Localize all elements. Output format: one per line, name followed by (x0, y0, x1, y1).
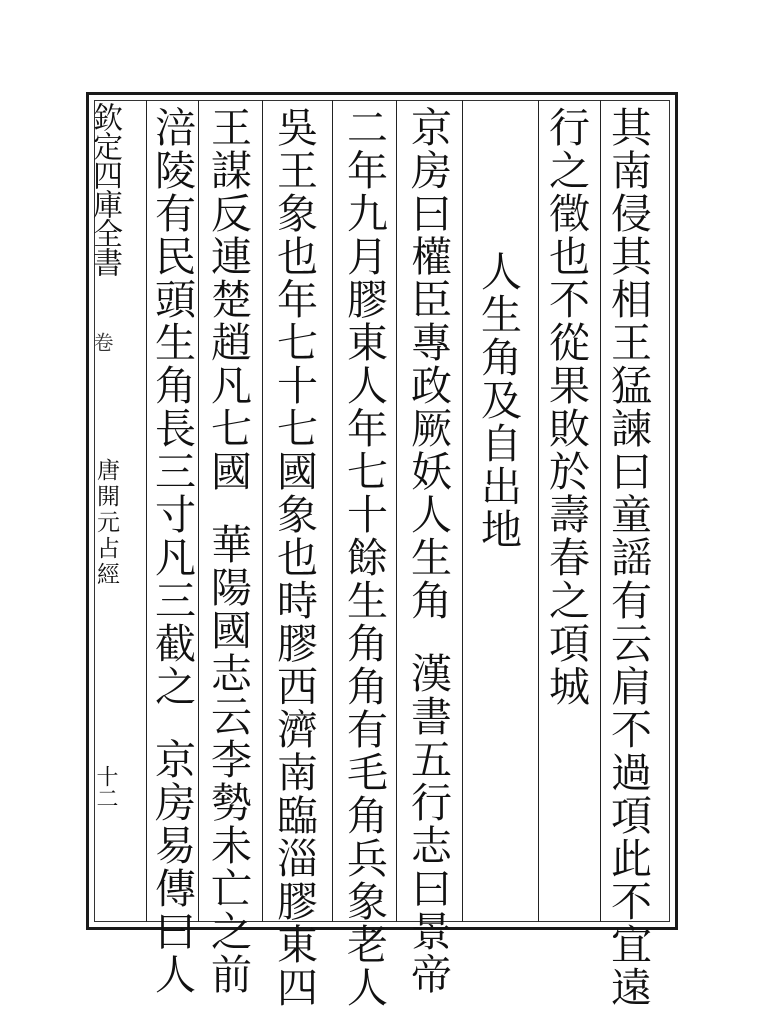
column-text: 其南侵其相王猛諫曰童謡有云肩不過項此不宜遠 (604, 106, 652, 1009)
text-column-1 (606, 106, 650, 1009)
text-column-6 (272, 106, 316, 1009)
column-text: 王謀反連楚趙凡七國 (204, 106, 252, 493)
heading-column (476, 250, 520, 551)
text-column-7 (206, 106, 250, 996)
column-rule (538, 100, 539, 922)
text-column-4 (406, 106, 450, 996)
column-rule (332, 100, 333, 922)
column-text: 吳王象也年七十七國象也時膠西濟南臨淄膠東四 (270, 106, 318, 1009)
column-text-citation: 京房易傳曰人 (148, 738, 196, 996)
column-text: 京房曰權臣專政厥妖人生角 (404, 106, 452, 622)
book-title: 欽定四庫全書 (87, 102, 122, 276)
column-text-citation: 漢書五行志曰景帝 (404, 652, 452, 996)
text-column-5 (342, 106, 386, 1009)
text-column-2 (544, 106, 588, 708)
column-rule (146, 100, 147, 922)
text-column-8 (150, 106, 194, 996)
column-text: 二年九月膠東人年七十餘生角角有毛角兵象老人 (340, 106, 388, 1009)
column-rule (462, 100, 463, 922)
chapter-title: 唐開元占經 (93, 458, 119, 588)
page-number: 十二 (93, 765, 118, 809)
volume-label: 卷 (90, 332, 114, 352)
column-text-citation: 華陽國志云李勢未亡之前 (204, 523, 252, 996)
column-rule (198, 100, 199, 922)
column-text: 行之徵也不從果敗於壽春之項城 (542, 106, 590, 708)
column-rule (262, 100, 263, 922)
column-rule (396, 100, 397, 922)
column-rule (600, 100, 601, 922)
section-heading: 人生角及自出地 (474, 250, 522, 551)
column-text: 涪陵有民頭生角長三寸凡三截之 (148, 106, 196, 708)
